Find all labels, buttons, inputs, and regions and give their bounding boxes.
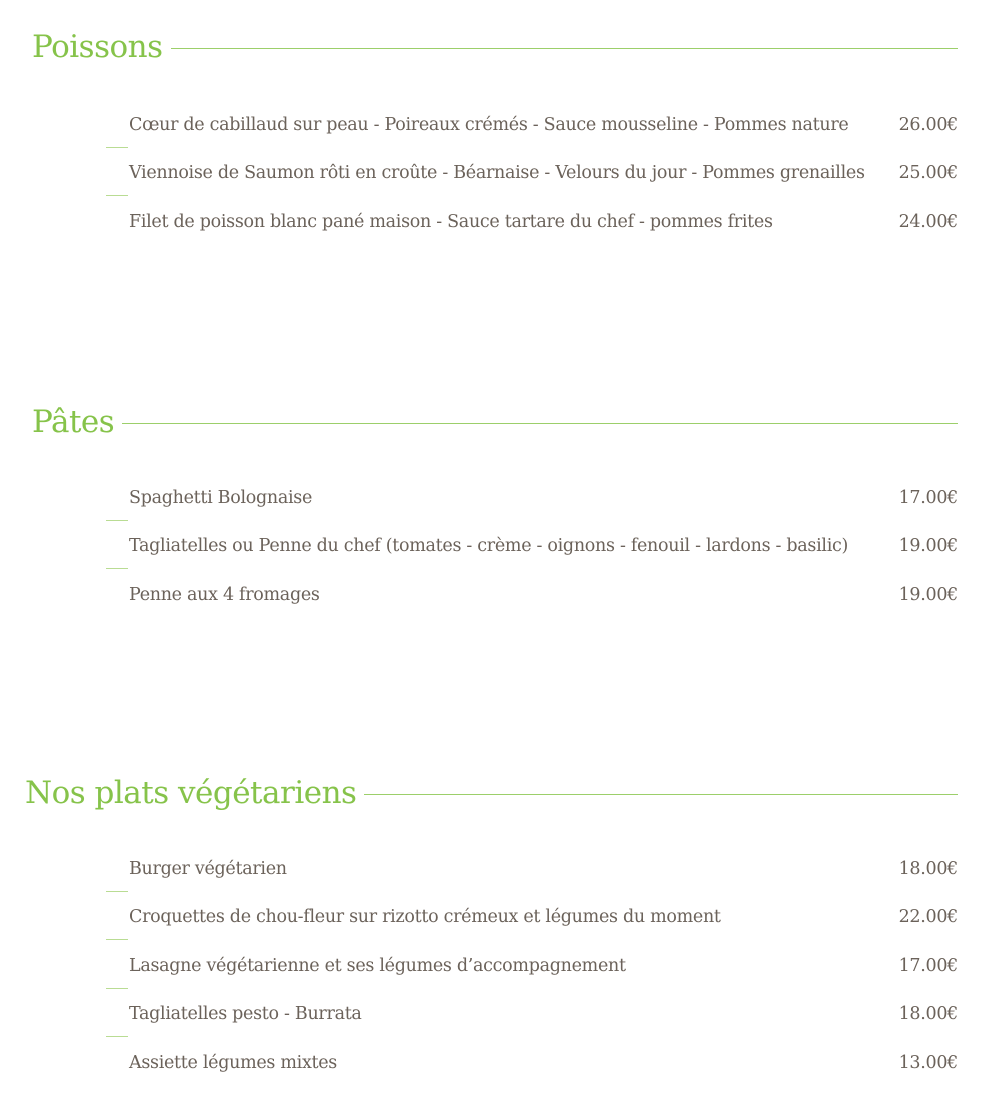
menu-item	[0, 207, 990, 237]
item-name: Croquettes de chou-fleur sur rizotto crémeux et légumes du moment	[129, 907, 721, 927]
section-title: Poissons	[32, 29, 163, 65]
item-price: 22.00€	[898, 907, 958, 927]
item-price: 17.00€	[898, 956, 958, 976]
item-name: Tagliatelles ou Penne du chef (tomates - crème - oignons - fenouil - lardons - basilic)	[129, 536, 849, 556]
item-price: 19.00€	[898, 585, 958, 605]
menu-item	[0, 531, 990, 561]
item-name: Cœur de cabillaud sur peau - Poireaux crémés - Sauce mousseline - Pommes nature	[129, 115, 849, 135]
section-title: Pâtes	[32, 404, 115, 440]
menu-item	[0, 158, 990, 188]
item-name: Tagliatelles pesto - Burrata	[129, 1004, 362, 1024]
item-separator	[106, 147, 128, 148]
item-name: Viennoise de Saumon rôti en croûte - Béarnaise - Velours du jour - Pommes grenailles	[129, 163, 865, 183]
item-price: 13.00€	[898, 1053, 958, 1073]
menu-item	[0, 902, 990, 932]
item-name: Lasagne végétarienne et ses légumes d’accompagnement	[129, 956, 626, 976]
item-separator	[106, 568, 128, 569]
section-header	[32, 27, 958, 67]
item-price: 17.00€	[898, 488, 958, 508]
section-title: Nos plats végétariens	[25, 775, 357, 811]
item-price: 25.00€	[898, 163, 958, 183]
menu-item	[0, 110, 990, 140]
menu-item	[0, 483, 990, 513]
item-name: Filet de poisson blanc pané maison - Sauce tartare du chef - pommes frites	[129, 212, 773, 232]
item-name: Assiette légumes mixtes	[129, 1053, 337, 1073]
item-separator	[106, 988, 128, 989]
item-price: 26.00€	[898, 115, 958, 135]
menu-item	[0, 1048, 990, 1078]
item-name: Burger végétarien	[129, 859, 287, 879]
item-separator	[106, 1036, 128, 1037]
item-separator	[106, 891, 128, 892]
item-separator	[106, 195, 128, 196]
section-header	[25, 773, 958, 813]
item-separator	[106, 939, 128, 940]
section-divider	[364, 794, 958, 795]
item-price: 19.00€	[898, 536, 958, 556]
item-price: 18.00€	[898, 1004, 958, 1024]
menu-item	[0, 951, 990, 981]
item-separator	[106, 520, 128, 521]
menu-item	[0, 999, 990, 1029]
section-divider	[122, 423, 958, 424]
menu-item	[0, 580, 990, 610]
section-divider	[171, 48, 958, 49]
item-price: 24.00€	[898, 212, 958, 232]
item-price: 18.00€	[898, 859, 958, 879]
section-header	[32, 402, 958, 442]
item-name: Spaghetti Bolognaise	[129, 488, 313, 508]
item-name: Penne aux 4 fromages	[129, 585, 320, 605]
menu-item	[0, 854, 990, 884]
